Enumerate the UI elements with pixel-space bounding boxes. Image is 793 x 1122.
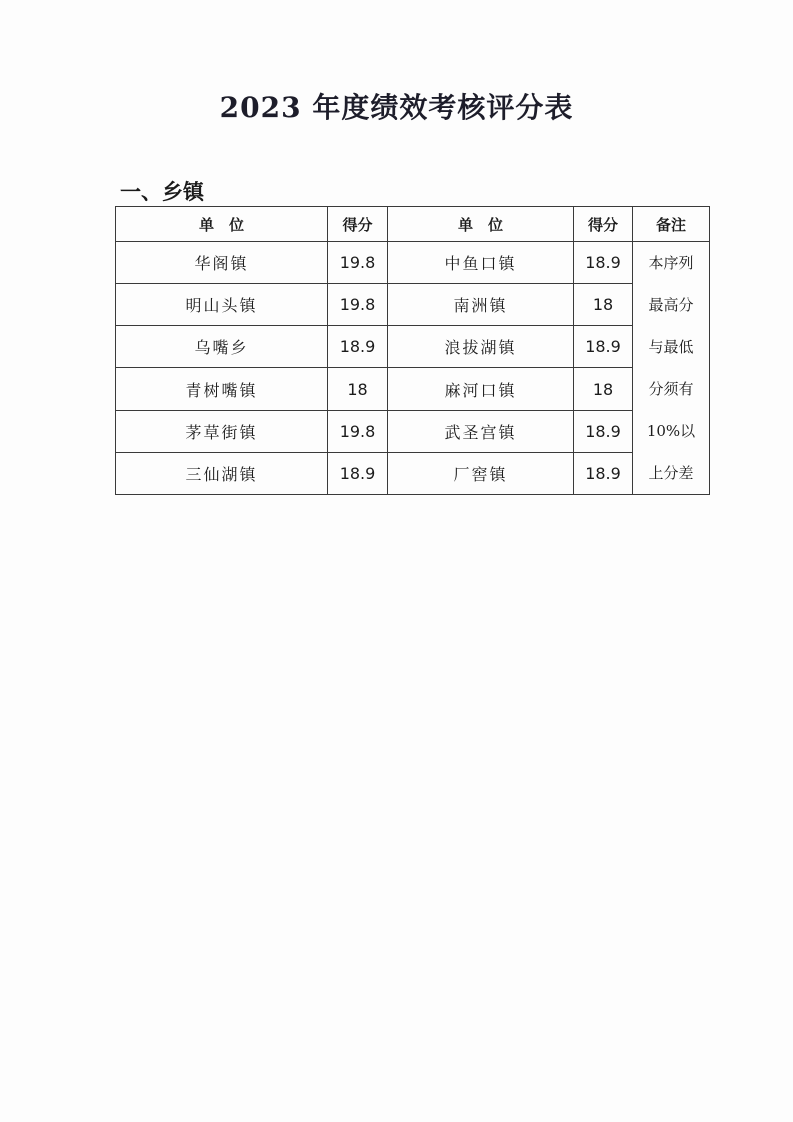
note-line: 10%以 bbox=[646, 422, 696, 440]
score-right-cell: 18.9 bbox=[574, 326, 633, 368]
table-row bbox=[116, 410, 710, 452]
unit-right-cell: 浪拔湖镇 bbox=[388, 326, 574, 368]
note-line: 上分差 bbox=[648, 464, 694, 482]
note-line: 与最低 bbox=[648, 338, 694, 356]
score-left-cell: 19.8 bbox=[328, 410, 388, 452]
table-row bbox=[116, 284, 710, 326]
unit-right-cell: 麻河口镇 bbox=[388, 368, 574, 410]
unit-left-cell: 三仙湖镇 bbox=[116, 452, 328, 494]
note-line: 本序列 bbox=[648, 254, 694, 272]
unit-left-cell: 华阁镇 bbox=[116, 242, 328, 284]
score-right-cell: 18.9 bbox=[574, 452, 633, 494]
header-note: 备注 bbox=[633, 207, 710, 242]
table-row bbox=[116, 452, 710, 494]
unit-left-cell: 乌嘴乡 bbox=[116, 326, 328, 368]
note-line: 分须有 bbox=[648, 380, 694, 398]
section-heading: 一、乡镇 bbox=[120, 180, 204, 204]
unit-left-cell: 青树嘴镇 bbox=[116, 368, 328, 410]
document-title: 2023 年度绩效考核评分表 bbox=[219, 91, 574, 124]
table-row bbox=[116, 326, 710, 368]
score-right-cell: 18.9 bbox=[574, 410, 633, 452]
score-right-cell: 18 bbox=[574, 284, 633, 326]
unit-right-cell: 厂窖镇 bbox=[388, 452, 574, 494]
score-right-cell: 18 bbox=[574, 368, 633, 410]
note-cell bbox=[633, 242, 710, 495]
score-left-cell: 19.8 bbox=[328, 242, 388, 284]
score-table bbox=[115, 206, 710, 495]
unit-right-cell: 南洲镇 bbox=[388, 284, 574, 326]
score-left-cell: 19.8 bbox=[328, 284, 388, 326]
score-left-cell: 18 bbox=[328, 368, 388, 410]
header-score-right: 得分 bbox=[574, 207, 633, 242]
table-header-row bbox=[116, 207, 710, 242]
score-left-cell: 18.9 bbox=[328, 326, 388, 368]
score-left-cell: 18.9 bbox=[328, 452, 388, 494]
unit-left-cell: 茅草街镇 bbox=[116, 410, 328, 452]
unit-right-cell: 武圣宫镇 bbox=[388, 410, 574, 452]
note-line: 最高分 bbox=[648, 296, 694, 314]
header-score-left: 得分 bbox=[328, 207, 388, 242]
header-unit-left: 单 位 bbox=[116, 207, 328, 242]
unit-right-cell: 中鱼口镇 bbox=[388, 242, 574, 284]
score-right-cell: 18.9 bbox=[574, 242, 633, 284]
table-row bbox=[116, 242, 710, 284]
unit-left-cell: 明山头镇 bbox=[116, 284, 328, 326]
table-row bbox=[116, 368, 710, 410]
header-unit-right: 单 位 bbox=[388, 207, 574, 242]
